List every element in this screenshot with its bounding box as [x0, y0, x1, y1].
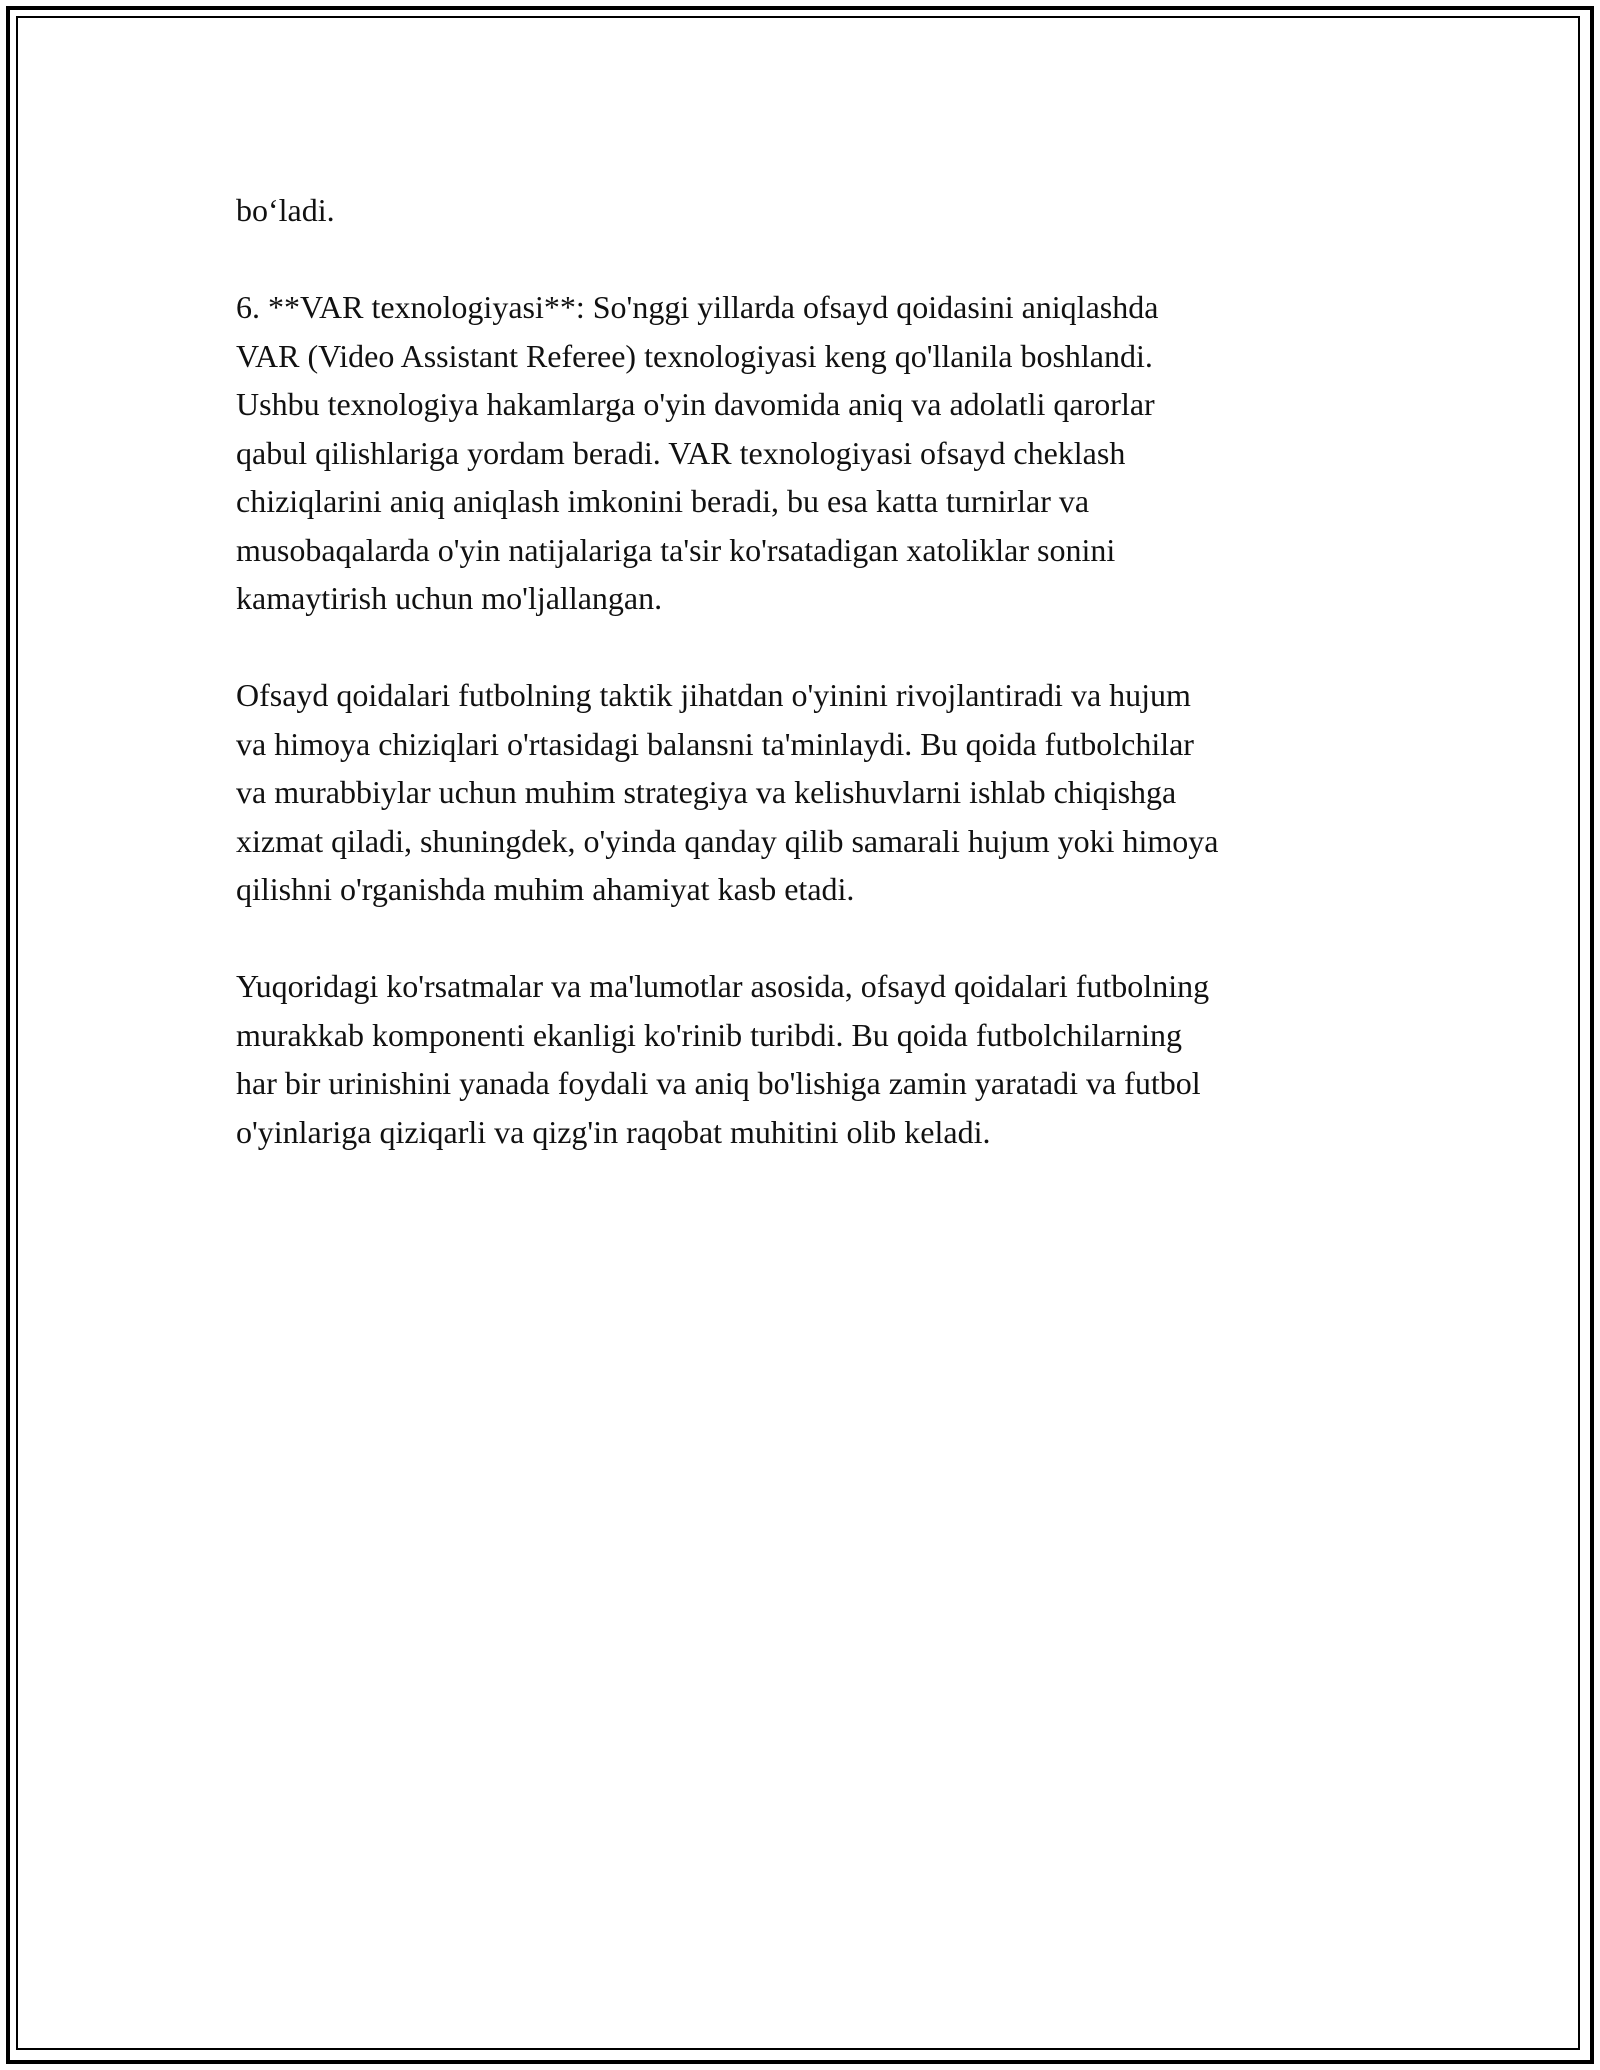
text-line: va himoya chiziqlari o'rtasidagi balansni ta'minlaydi. Bu qoida futbolchilar: [236, 725, 1194, 762]
text-line: VAR (Video Assistant Referee) texnologiyasi keng qo'llanila boshlandi.: [236, 337, 1153, 374]
text-line: har bir urinishini yanada foydali va aniq bo'lishiga zamin yaratadi va futbol: [236, 1065, 1201, 1101]
text-line: musobaqalarda o'yin natijalariga ta'sir ko'rsatadigan xatoliklar sonini: [236, 531, 1116, 568]
text-line: Ushbu texnologiya hakamlarga o'yin davomida aniq va adolatli qarorlar: [236, 386, 1155, 422]
text-line: Ofsayd qoidalari futbolning taktik jihatdan o'yinini rivojlantiradi va hujum: [236, 677, 1191, 713]
text-line: o'yinlariga qiziqarli va qizg'in raqobat muhitini olib keladi.: [236, 1113, 991, 1150]
text-line: 6. **VAR texnologiyasi**: So'nggi yillarda ofsayd qoidasini aniqlashda: [236, 289, 1159, 325]
paragraph-gap: [236, 914, 1386, 963]
text-line: chiziqlarini aniq aniqlash imkonini beradi, bu esa katta turnirlar va: [236, 483, 1090, 519]
text-line: qilishni o'rganishda muhim ahamiyat kasb etadi.: [236, 871, 855, 907]
paragraph-continuation: [236, 186, 1386, 235]
paragraph-gap: [236, 235, 1386, 284]
text-line: Yuqoridagi ko'rsatmalar va ma'lumotlar asosida, ofsayd qoidalari futbolning: [236, 968, 1210, 1004]
text-line: murakkab komponenti ekanligi ko'rinib turibdi. Bu qoida futbolchilarning: [236, 1016, 1183, 1053]
text-line: kamaytirish uchun mo'ljallangan.: [236, 580, 663, 616]
text-line: bo‘ladi.: [236, 192, 335, 228]
paragraph-conclusion: [236, 962, 1386, 1156]
text-line: xizmat qiladi, shuningdek, o'yinda qanday qilib samarali hujum yoki himoya: [236, 822, 1219, 859]
paragraph-tactics: [236, 671, 1386, 914]
paragraph-var-technology: [236, 283, 1386, 623]
paragraph-gap: [236, 623, 1386, 672]
text-line: qabul qilishlariga yordam beradi. VAR texnologiyasi ofsayd cheklash: [236, 434, 1126, 471]
text-line: va murabbiylar uchun muhim strategiya va kelishuvlarni ishlab chiqishga: [236, 774, 1177, 810]
document-body: [236, 186, 1386, 1156]
